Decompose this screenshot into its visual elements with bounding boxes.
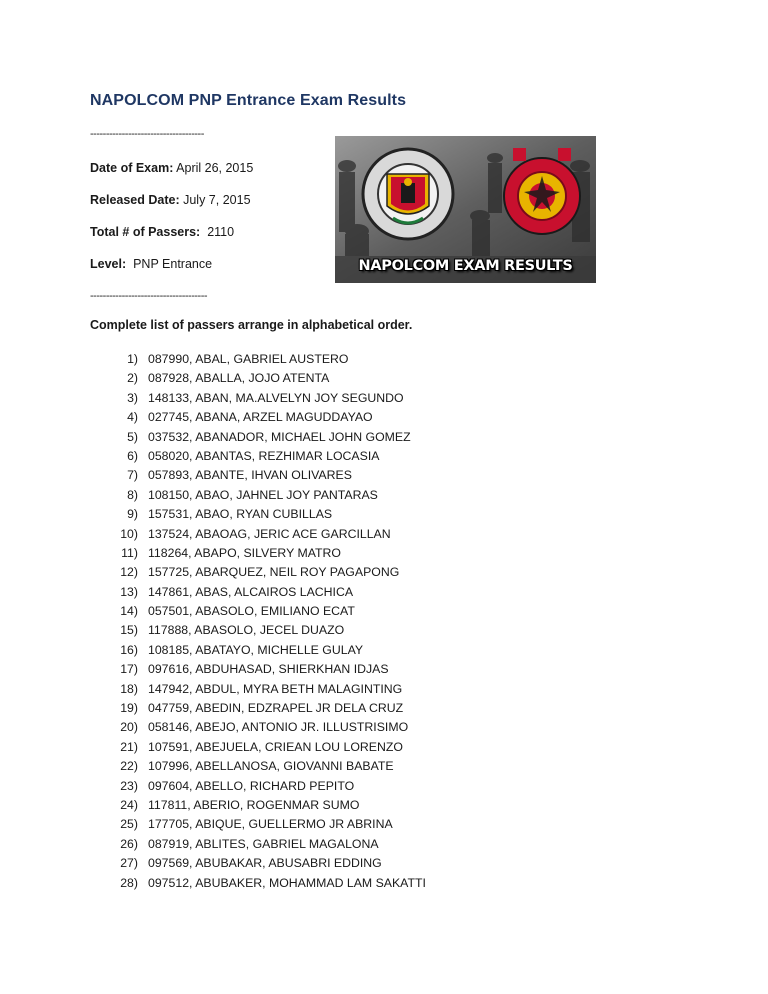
list-item-entry: 147942, ABDUL, MYRA BETH MALAGINTING — [148, 681, 403, 696]
list-item-number: 11) — [121, 545, 138, 560]
exam-level-label: Level: — [90, 257, 127, 271]
list-item-entry: 117811, ABERIO, ROGENMAR SUMO — [148, 797, 360, 812]
list-item-number: 5) — [127, 429, 138, 444]
exam-date — [90, 161, 253, 175]
list-item — [112, 738, 426, 757]
list-item-entry: 107591, ABEJUELA, CRIEAN LOU LORENZO — [148, 739, 403, 754]
divider-top: ------------------------------------ — [90, 128, 204, 140]
list-item-number: 13) — [120, 584, 138, 599]
list-item — [112, 815, 426, 834]
list-item — [112, 525, 426, 544]
list-intro: Complete list of passers arrange in alphabetical order. — [90, 318, 413, 332]
list-item — [112, 544, 426, 563]
total-passers — [90, 225, 234, 239]
list-item-number: 26) — [120, 836, 138, 851]
list-item — [112, 428, 426, 447]
total-passers-value: 2110 — [207, 225, 235, 239]
list-item-number: 14) — [120, 604, 138, 619]
exam-date-label: Date of Exam: — [90, 161, 174, 175]
list-item-number: 19) — [120, 701, 138, 716]
list-item — [112, 854, 426, 873]
list-item-entry: 117888, ABASOLO, JECEL DUAZO — [148, 623, 345, 638]
list-item-entry: 057893, ABANTE, IHVAN OLIVARES — [148, 468, 352, 483]
list-item — [112, 835, 426, 854]
list-item-entry: 118264, ABAPO, SILVERY MATRO — [148, 545, 341, 560]
list-item — [112, 796, 426, 815]
list-item-entry: 137524, ABAOAG, JERIC ACE GARCILLAN — [148, 526, 391, 541]
list-item-number: 1) — [127, 352, 138, 366]
list-item-entry: 097512, ABUBAKER, MOHAMMAD LAM SAKATTI — [148, 875, 426, 890]
list-item — [112, 602, 426, 621]
napolcom-banner-image — [335, 136, 596, 283]
list-item-entry: 097616, ABDUHASAD, SHIERKHAN IDJAS — [148, 662, 389, 677]
list-item-entry: 148133, ABAN, MA.ALVELYN JOY SEGUNDO — [148, 390, 404, 405]
list-item-number: 9) — [127, 507, 138, 522]
list-item-number: 25) — [120, 817, 138, 832]
list-item — [112, 369, 426, 388]
list-item-number: 4) — [127, 410, 138, 425]
list-item-entry: 108185, ABATAYO, MICHELLE GULAY — [148, 642, 364, 657]
list-item — [112, 447, 426, 466]
list-item-entry: 057501, ABASOLO, EMILIANO ECAT — [148, 604, 355, 619]
list-item-number: 6) — [127, 448, 138, 463]
pnp-seal — [504, 148, 580, 234]
list-item-number: 20) — [120, 720, 138, 735]
list-item — [112, 757, 426, 776]
list-item-number: 18) — [120, 681, 138, 696]
list-item-number: 27) — [120, 856, 138, 871]
list-item-entry: 157725, ABARQUEZ, NEIL ROY PAGAPONG — [148, 565, 400, 580]
list-item — [112, 777, 426, 796]
exam-level-value: PNP Entrance — [133, 257, 213, 271]
list-item-entry: 097604, ABELLO, RICHARD PEPITO — [148, 778, 355, 793]
list-item — [112, 389, 426, 408]
list-item-number: 23) — [120, 778, 138, 793]
list-item-entry: 087990, ABAL, GABRIEL AUSTERO — [148, 352, 349, 366]
list-item-number: 24) — [120, 797, 138, 812]
list-item-number: 8) — [127, 487, 138, 502]
list-item-number: 22) — [120, 759, 138, 774]
released-date-value: July 7, 2015 — [183, 193, 251, 207]
list-item-number: 16) — [120, 642, 138, 657]
list-item — [112, 583, 426, 602]
list-item-entry: 037532, ABANADOR, MICHAEL JOHN GOMEZ — [148, 429, 411, 444]
released-date — [90, 193, 251, 207]
list-item-entry: 147861, ABAS, ALCAIROS LACHICA — [148, 584, 354, 599]
banner-caption: NAPOLCOM EXAM RESULTS — [358, 258, 573, 274]
list-item — [112, 505, 426, 524]
released-date-label: Released Date: — [90, 193, 180, 207]
list-item — [112, 718, 426, 737]
list-item-entry: 047759, ABEDIN, EDZRAPEL JR DELA CRUZ — [148, 701, 404, 716]
list-item — [112, 680, 426, 699]
list-item-entry: 107996, ABELLANOSA, GIOVANNI BABATE — [148, 759, 394, 774]
list-item — [112, 563, 426, 582]
list-item — [112, 350, 426, 369]
list-item — [112, 874, 426, 893]
divider-bottom: ------------------------------------- — [90, 290, 208, 302]
passers-list — [112, 350, 426, 893]
list-item — [112, 466, 426, 485]
list-item-entry: 157531, ABAO, RYAN CUBILLAS — [148, 507, 333, 522]
list-item — [112, 699, 426, 718]
list-item-number: 7) — [127, 468, 138, 483]
napolcom-seal — [363, 149, 453, 239]
list-item — [112, 660, 426, 679]
list-item-entry: 027745, ABANA, ARZEL MAGUDDAYAO — [148, 410, 373, 425]
list-item-entry: 058020, ABANTAS, REZHIMAR LOCASIA — [148, 448, 380, 463]
list-item-entry: 087928, ABALLA, JOJO ATENTA — [148, 371, 330, 386]
list-item-entry: 177705, ABIQUE, GUELLERMO JR ABRINA — [148, 817, 393, 832]
list-item-number: 15) — [120, 623, 138, 638]
list-item — [112, 486, 426, 505]
list-item-entry: 087919, ABLITES, GABRIEL MAGALONA — [148, 836, 379, 851]
page-title: NAPOLCOM PNP Entrance Exam Results — [90, 92, 407, 109]
list-item-number: 2) — [127, 371, 138, 386]
list-item-number: 28) — [120, 875, 138, 890]
list-item-number: 3) — [127, 390, 138, 405]
list-item-entry: 058146, ABEJO, ANTONIO JR. ILLUSTRISIMO — [148, 720, 409, 735]
exam-level — [90, 257, 212, 271]
list-item-entry: 097569, ABUBAKAR, ABUSABRI EDDING — [148, 856, 382, 871]
list-item — [112, 621, 426, 640]
exam-date-value: April 26, 2015 — [176, 161, 254, 175]
list-item-number: 10) — [120, 526, 138, 541]
list-item-number: 12) — [120, 565, 138, 580]
list-item — [112, 641, 426, 660]
list-item-number: 17) — [120, 662, 138, 677]
list-item-number: 21) — [120, 739, 138, 754]
list-item-entry: 108150, ABAO, JAHNEL JOY PANTARAS — [148, 487, 378, 502]
list-item — [112, 408, 426, 427]
total-passers-label: Total # of Passers: — [90, 225, 201, 239]
